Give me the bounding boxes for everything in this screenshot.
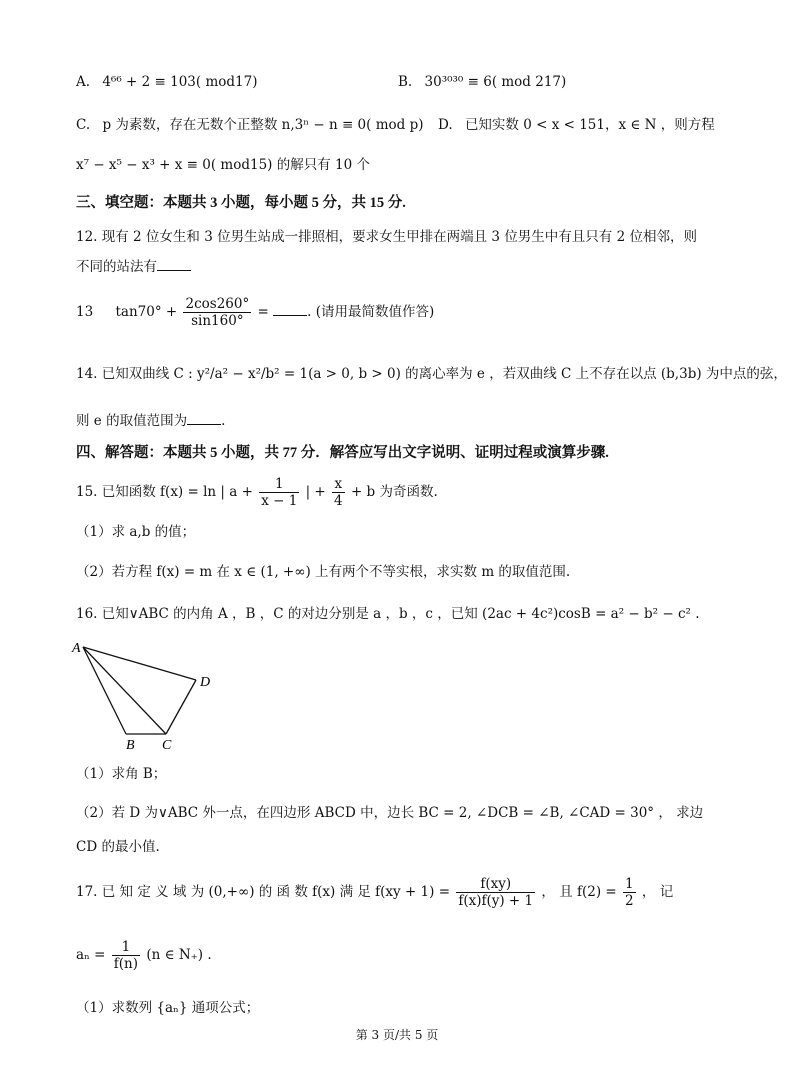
option-a-expr: 4⁶⁶ + 2 ≡ 103( mod17)	[102, 74, 258, 90]
q13-fraction-den: sin160°	[191, 313, 244, 329]
q14-line2-text: 则 e 的取值范围为	[76, 413, 188, 429]
q17-stem	[76, 872, 673, 912]
q13-equals: =	[257, 304, 274, 320]
edge-cd	[166, 680, 196, 734]
option-b-label: B.	[398, 74, 413, 90]
q14-answer-blank	[187, 410, 221, 425]
edge-ab	[83, 647, 126, 734]
q15-stem-c: + b 为奇函数.	[350, 484, 438, 500]
option-a-label: A.	[76, 74, 91, 90]
q16-stem: 16. 已知∨ABC 的内角 A ，B ，C 的对边分别是 a ，b ，c ，已知 (2ac + 4c²)cosB = a² − b² − c² .	[76, 606, 700, 622]
q13-number: 13	[76, 304, 94, 320]
option-c-text: p 为素数，存在无数个正整数 n,3ⁿ − n ≡ 0( mod p)	[102, 117, 424, 133]
q15-part1: （1）求 a,b 的值；	[76, 524, 196, 540]
vertex-label-b: B	[126, 738, 135, 753]
q15-fraction-1-num: 1	[259, 476, 299, 493]
q17-fraction	[456, 876, 535, 909]
q17-an-fraction	[112, 939, 140, 972]
q13-answer-blank	[273, 301, 307, 316]
q17-fraction-num: f(xy)	[456, 876, 535, 893]
q13-note: . (请用最简数值作答)	[307, 304, 435, 320]
q15-stem-a: 15. 已知函数 f(x) = ln | a +	[76, 484, 253, 500]
option-b-expr: 30³⁰³⁰ ≡ 6( mod 217)	[424, 74, 567, 90]
q17-fraction-den: f(x)f(y) + 1	[458, 893, 534, 909]
q12-line2-text: 不同的站法有	[76, 259, 157, 275]
vertex-label-c: C	[162, 738, 172, 753]
option-c-label: C.	[76, 117, 91, 133]
q14-line2: 则 e 的取值范围为 .	[76, 410, 225, 431]
q13-lead: tan70° +	[115, 304, 178, 320]
q15-fraction-2	[332, 476, 345, 509]
q16-part2: （2）若 D 为∨ABC 外一点，在四边形 ABCD 中，边长 BC = 2, ∠DCB = ∠B, ∠CAD = 30° ， 求边	[76, 805, 704, 821]
option-d	[438, 115, 715, 135]
q15-stem-b: | +	[305, 484, 326, 500]
section-4-heading: 四、解答题：本题共 5 小题，共 77 分．解答应写出文字说明、证明过程或演算步骤.	[76, 445, 609, 461]
q16-part2-continued: CD 的最小值.	[76, 839, 160, 855]
option-b	[398, 72, 566, 92]
q12-answer-blank	[157, 256, 191, 271]
page-footer: 第 3 页/共 5 页	[355, 1028, 439, 1042]
q17-half-den: 2	[625, 893, 634, 909]
q15-stem	[76, 474, 438, 510]
q15-fraction-1-den: x − 1	[261, 493, 298, 509]
option-a	[76, 72, 257, 92]
q12-line1: 12. 现有 2 位女生和 3 位男生站成一排照相，要求女生甲排在两端且 3 位男生中有且只有 2 位相邻，则	[76, 229, 697, 245]
q17-part1: （1）求数列 {aₙ} 通项公式；	[76, 1000, 260, 1016]
vertex-label-d: D	[200, 675, 211, 690]
edge-da	[83, 647, 196, 680]
q13-fraction	[183, 296, 251, 329]
option-d-text: 已知实数 0 < x < 151，x ∈ N ，则方程	[464, 117, 715, 133]
option-d-continued: x⁷ − x⁵ − x³ + x ≡ 0( mod15) 的解只有 10 个	[76, 157, 370, 173]
q17-half-num: 1	[625, 876, 634, 892]
section-3-heading: 三、填空题：本题共 3 小题，每小题 5 分，共 15 分.	[76, 195, 406, 211]
q15-fraction-1	[259, 476, 299, 509]
diagonal-ac	[83, 647, 166, 734]
q17-sequence-def	[76, 935, 212, 975]
q15-fraction-2-den: 4	[334, 493, 343, 509]
q16-part1: （1）求角 B；	[76, 766, 167, 782]
q17-an-lead: aₙ =	[76, 947, 106, 963]
q17-an-den: f(n)	[113, 956, 139, 972]
q17-an-tail: (n ∈ N₊) .	[146, 947, 212, 963]
q17-half-fraction	[623, 876, 636, 909]
q17-an-num: 1	[112, 939, 140, 956]
q17-stem-a: 17. 已 知 定 义 域 为 (0,+∞) 的 函 数 f(x) 满 足 f(xy + 1) =	[76, 884, 451, 900]
q12-line2	[76, 256, 191, 277]
q16-quadrilateral-figure	[70, 636, 230, 754]
q17-stem-c: ， 记	[641, 884, 674, 900]
q17-stem-b: ， 且 f(2) =	[541, 884, 617, 900]
q15-part2: （2）若方程 f(x) = m 在 x ∈ (1, +∞) 上有两个不等实根，求实数 m 的取值范围.	[76, 564, 571, 580]
option-c	[76, 115, 423, 135]
q15-fraction-2-num: x	[332, 476, 345, 493]
option-d-label: D.	[438, 117, 453, 133]
vertex-label-a: A	[72, 641, 81, 656]
q13	[76, 294, 434, 330]
q13-fraction-num: 2cos260°	[185, 296, 250, 312]
q14-line1: 14. 已知双曲线 C : y²/a² − x²/b² = 1(a > 0, b > 0) 的离心率为 e ，若双曲线 C 上不存在以点 (b,3b) 为中点的弦，	[76, 366, 787, 382]
